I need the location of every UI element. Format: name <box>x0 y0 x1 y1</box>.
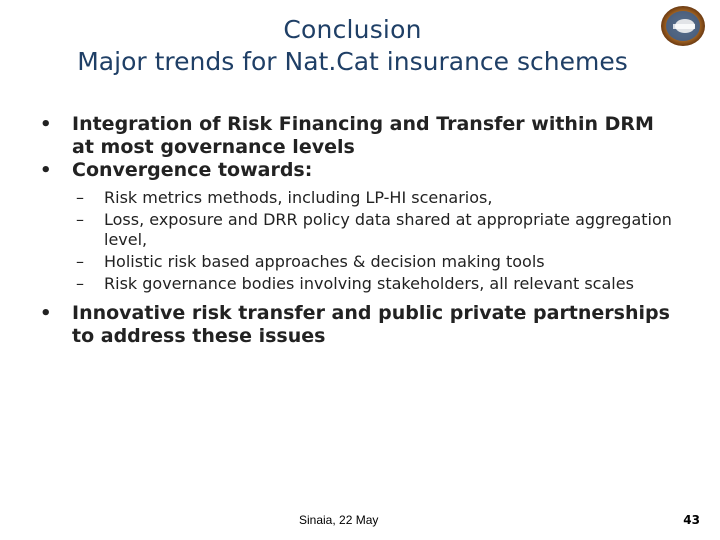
dash-marker: – <box>76 274 84 293</box>
bullet-marker: • <box>40 160 52 181</box>
sub-bullet-item <box>76 210 676 250</box>
sub-bullet-text: Holistic risk based approaches & decision making tools <box>104 252 545 271</box>
bullet-item-innovative <box>40 302 680 348</box>
sub-bullet-item <box>76 274 676 294</box>
sub-bullet-text: Loss, exposure and DRR policy data shared at appropriate aggregation level, <box>104 210 672 249</box>
bullet-marker: • <box>40 114 52 135</box>
sub-bullet-item <box>76 188 676 208</box>
bullet-item-integration <box>40 113 680 159</box>
bullet-marker: • <box>40 303 52 324</box>
sub-bullet-text: Risk governance bodies involving stakeholders, all relevant scales <box>104 274 634 293</box>
bullet-list <box>40 113 680 348</box>
slide-title <box>0 14 705 78</box>
page-number: 43 <box>683 513 700 527</box>
title-line-conclusion: Conclusion <box>283 15 422 44</box>
footer-date: Sinaia, 22 May <box>299 513 379 527</box>
title-line-subtitle: Major trends for Nat.Cat insurance schemes <box>77 47 628 76</box>
bullet-text: Innovative risk transfer and public private partnerships to address these issues <box>72 302 670 347</box>
conference-logo-icon <box>659 4 707 48</box>
sub-bullet-item <box>76 252 676 272</box>
sub-bullet-text: Risk metrics methods, including LP-HI scenarios, <box>104 188 493 207</box>
dash-marker: – <box>76 210 84 229</box>
dash-marker: – <box>76 252 84 271</box>
bullet-item-convergence <box>40 159 680 182</box>
bullet-text: Integration of Risk Financing and Transfer within DRM at most governance levels <box>72 113 654 158</box>
sub-bullet-list <box>76 188 676 294</box>
bullet-text: Convergence towards: <box>72 159 313 181</box>
dash-marker: – <box>76 188 84 207</box>
